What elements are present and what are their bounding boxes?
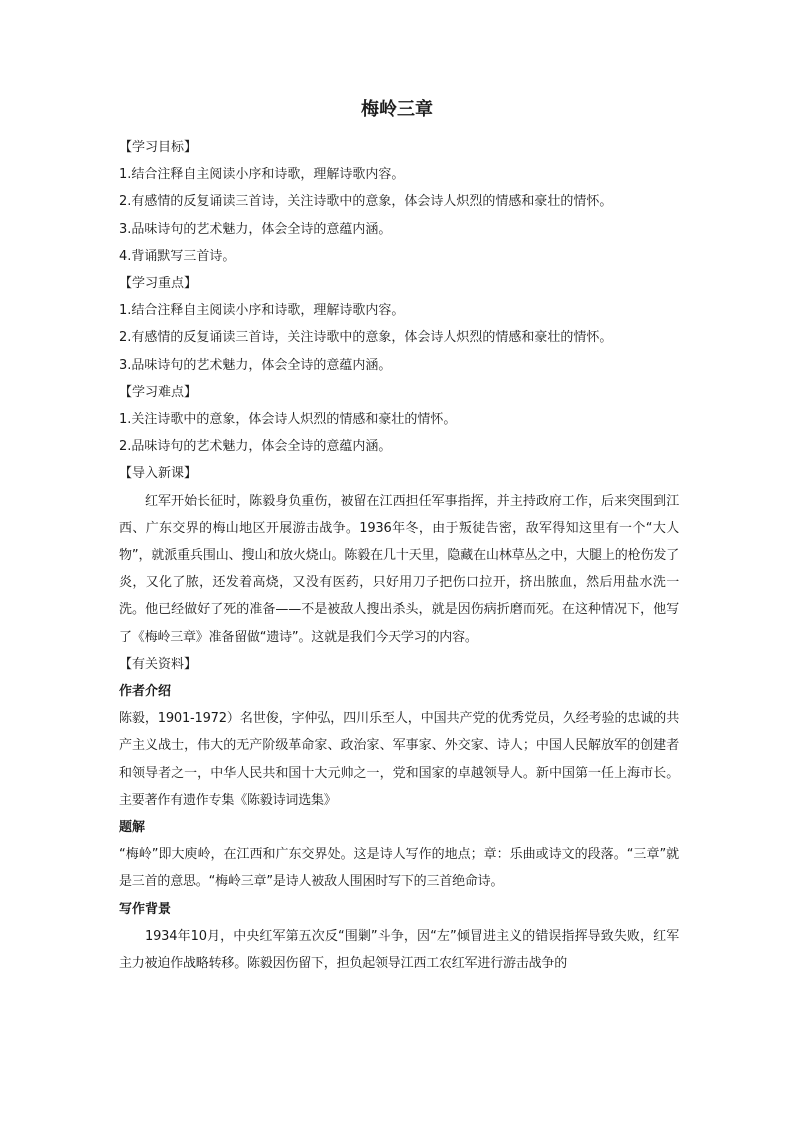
page-title: 梅岭三章	[361, 99, 433, 120]
intro-paragraph: 红军开始长征时，陈毅身负重伤，被留在江西担任军事指挥，并主持政府工作，后来突围到江西、广东交界的梅山地区开展游击战争。1936年冬，由于叛徒告密，敌军得知这里有一个“大人物”，就派重兵围山、搜山和放火烧山。陈毅在几十天里，隐藏在山林草丛之中，大腿上的枪伤发了炎，又化了脓，还发着高烧，又没有医药，只好用刀子把伤口拉开，挤出脓血，然后用盐水洗一洗。他已经做好了死的准备——不是被敌人搜出杀头，就是因伤病折磨而死。在这种情况下，他写了《梅岭三章》准备留做“遗诗”。这就是我们今天学习的内容。	[119, 493, 679, 645]
section-heading-focus: 【学习重点】	[119, 276, 198, 292]
section-heading-intro: 【导入新课】	[119, 466, 198, 482]
title-explanation-paragraph: “梅岭”即大庾岭，在江西和广东交界处。这是诗人写作的地点；章：乐曲或诗文的段落。“三章”就是三首的意思。“梅岭三章”是诗人被敌人围困时写下的三首绝命诗。	[119, 847, 679, 890]
background-paragraph: 1934年10月，中央红军第五次反“围剿”斗争，因“左”倾冒进主义的错误指挥导致失败，红军主力被迫作战略转移。陈毅因伤留下，担负起领导江西工农红军进行游击战争的	[119, 928, 679, 972]
background-heading: 写作背景	[119, 901, 172, 917]
title-explanation-heading: 题解	[119, 820, 146, 836]
document-body	[119, 134, 679, 977]
goal-item: 4.背诵默写三首诗。	[119, 248, 236, 264]
section-heading-materials: 【有关资料】	[119, 656, 198, 672]
section-heading-difficulty: 【学习难点】	[119, 384, 198, 400]
author-paragraph: 陈毅，1901-1972）名世俊，字仲弘，四川乐至人，中国共产党的优秀党员，久经考验的忠诚的共产主义战士，伟大的无产阶级革命家、政治家、军事家、外交家、诗人；中国人民解放军的创建者和领导者之一，中华人民共和国十大元帅之一，党和国家的卓越领导人。新中国第一任上海市长。主要著作有遗作专集《陈毅诗词选集》	[119, 711, 679, 808]
goal-item: 3.品味诗句的艺术魅力，体会全诗的意蕴内涵。	[119, 221, 392, 237]
goal-item: 1.结合注释自主阅读小序和诗歌，理解诗歌内容。	[119, 167, 405, 183]
focus-item: 2.有感情的反复诵读三首诗，关注诗歌中的意象，体会诗人炽烈的情感和豪壮的情怀。	[119, 330, 613, 346]
difficulty-item: 2.品味诗句的艺术魅力，体会全诗的意蕴内涵。	[119, 439, 392, 455]
focus-item: 1.结合注释自主阅读小序和诗歌，理解诗歌内容。	[119, 303, 405, 319]
section-heading-goals: 【学习目标】	[119, 140, 198, 155]
goal-item: 2.有感情的反复诵读三首诗，关注诗歌中的意象，体会诗人炽烈的情感和豪壮的情怀。	[119, 194, 613, 210]
focus-item: 3.品味诗句的艺术魅力，体会全诗的意蕴内涵。	[119, 357, 392, 373]
difficulty-item: 1.关注诗歌中的意象，体会诗人炽烈的情感和豪壮的情怀。	[119, 412, 457, 428]
author-heading: 作者介绍	[119, 684, 172, 700]
